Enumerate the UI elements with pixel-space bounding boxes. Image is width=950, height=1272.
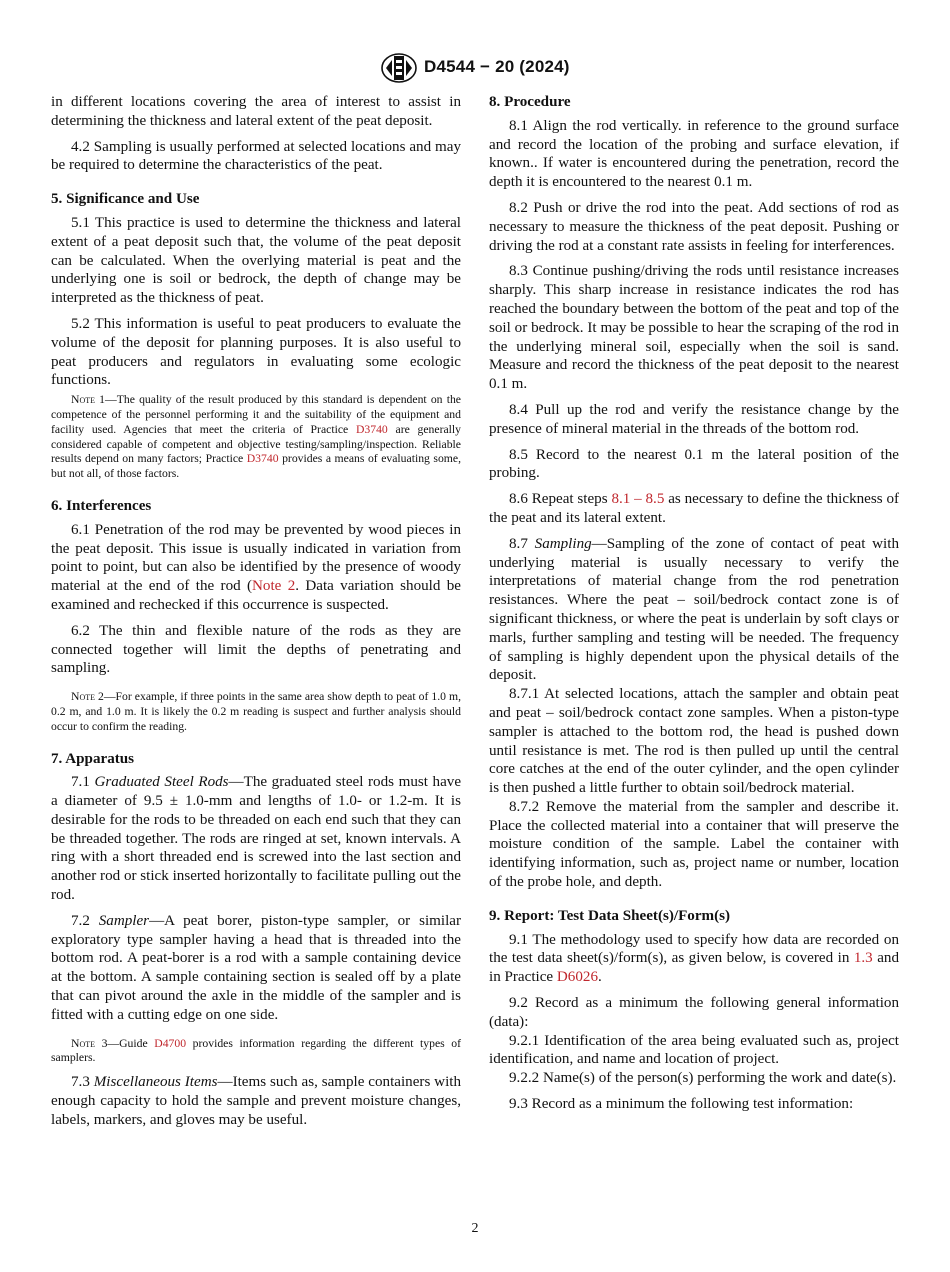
paragraph-5-2: 5.2 This information is useful to peat producers to evaluate the volume of the deposit for planning purposes. It is also useful to peat producers and regulators in evaluating some ecologic functions. — [51, 315, 461, 389]
paragraph-8-1: 8.1 Align the rod vertically. in reference to the ground surface and record the location of the probing and surface elevation, if known.. If water is encountered during the penetration, record the depth it is encountered to the nearest 0.1 m. — [489, 117, 899, 191]
paragraph-8-7: 8.7 Sampling—Sampling of the zone of contact of peat with underlying material is usually necessary to verify the interpretations of material change from the rod penetration resistances. Where the peat – soil/bedrock contact zone is of significant thickness, or where the peat is underlain by soft clays or marls, further sampling and testing will be needed. The frequency of sampling is highly dependent upon the physical details of the deposit. — [489, 535, 899, 684]
paragraph-7-1: 7.1 Graduated Steel Rods—The graduated steel rods must have a diameter of 9.5 ± 1.0-mm and lengths of 1.0- or 1.2-m. It is desirable for the rods to be threaded on each end such that they can be threaded together. The rods are ringed at set, known intervals. A ring with a short threaded end is screwed into the last section and another rod or stick inserted horizontally to facilitate pulling out the rod. — [51, 774, 462, 904]
right-column — [489, 93, 899, 1114]
reference-link-note-2[interactable]: Note 2 — [252, 578, 296, 595]
paragraph-9-2-2: 9.2.2 Name(s) of the person(s) performing the work and date(s). — [509, 1070, 897, 1087]
section-8-heading: 8. Procedure — [489, 94, 571, 110]
note-2: Note 2—For example, if three points in the same area show depth to peat of 1.0 m, 0.2 m, and 1.0 m. It is likely the 0.2 m reading is suspect and further analysis should occur to confirm the reading. — [51, 690, 461, 733]
paragraph-8-5: 8.5 Record to the nearest 0.1 m the lateral position of the probing. — [489, 446, 899, 482]
paragraph-8-2: 8.2 Push or drive the rod into the peat. Add sections of rod as necessary to measure the thickness of the peat deposit. Pushing or driving the rod at a constant rate assists in feeling for interferences. — [489, 199, 899, 254]
left-column — [51, 93, 461, 1130]
section-7-heading: 7. Apparatus — [51, 750, 135, 767]
note-3: Note 3—Guide D4700 provides information regarding the different types of samplers. — [51, 1036, 462, 1065]
reference-link-d6026[interactable]: D6026 — [556, 969, 598, 986]
paragraph-8-7-2: 8.7.2 Remove the material from the sampler and describe it. Place the collected material into a container that will preserve the moisture condition of the sample. Label the container with identifying information, such as, project name or number, location of the probe hole, and depth. — [489, 798, 899, 891]
paragraph-7-2: 7.2 Sampler—A peat borer, piston-type sampler, or similar exploratory type sampler having a head that is threaded into the bottom rod. A peat-borer is a rod with a sample containing device at the bottom. A sample containing section is sealed off by a plate that can pivot around the axle in the middle of the sampler and is fitted with a cutting edge on one side. — [51, 912, 462, 1023]
paragraph-6-2: 6.2 The thin and flexible nature of the rods as they are connected together will limit the depths of penetrating and sampling. — [51, 622, 461, 677]
paragraph-9-2: 9.2 Record as a minimum the following general information (data): — [489, 995, 899, 1030]
reference-link-d3740[interactable]: D3740 — [355, 422, 388, 436]
paragraph-6-1: 6.1 Penetration of the rod may be prevented by wood pieces in the peat deposit. This issue is usually indicated in variation from point to point, but can also be identified by the presence of woody material at the end of the rod (Note 2. Data variation should be examined and rechecked if this occurrence is suspected. — [51, 521, 461, 613]
reference-link-steps[interactable]: 8.1 – 8.5 — [611, 491, 665, 508]
note-label: Note 1 — [71, 393, 106, 407]
paragraph-continued: in different locations covering the area of interest to assist in determining the thickness and lateral extent of the peat deposit. — [51, 94, 461, 129]
paragraph-8-3: 8.3 Continue pushing/driving the rods until resistance increases sharply. This sharp increase in resistance indicates the rod has reached the boundary between the bottom of the peat and top of the soil or bedrock. It may be possible to hear the scraping of the rod in the underlying mineral soil, especially when the soil is sand. Measure and record the thickness of the peat deposit to the nearest 0.1 m. — [489, 263, 899, 393]
page-header — [0, 52, 950, 86]
section-5-heading: 5. Significance and Use — [51, 191, 200, 208]
section-6-heading: 6. Interferences — [51, 497, 152, 514]
paragraph-8-4: 8.4 Pull up the rod and verify the resistance change by the presence of mineral material in the threads of the bottom rod. — [489, 401, 899, 437]
reference-link-1-3[interactable]: 1.3 — [853, 950, 873, 967]
paragraph-7-3: 7.3 Miscellaneous Items—Items such as, sample containers with enough capacity to hold the sample and prevent moisture changes, labels, markers, and gloves may be useful. — [51, 1074, 462, 1128]
note-label: Note 3 — [71, 1036, 108, 1050]
reference-link-d3740[interactable]: D3740 — [246, 452, 279, 466]
paragraph-4-2: 4.2 Sampling is usually performed at selected locations and may be required to determine the characteristics of the peat. — [51, 138, 461, 174]
paragraph-8-6: 8.6 Repeat steps 8.1 – 8.5 as necessary to define the thickness of the peat and its lateral extent. — [489, 491, 900, 526]
paragraph-9-1: 9.1 The methodology used to specify how data are recorded on the test data sheet(s)/form(s), as given below, is covered in 1.3 and in Practice D6026. — [489, 931, 899, 986]
paragraph-9-2-1: 9.2.1 Identification of the area being evaluated such as, project identification, and name and location of project. — [489, 1032, 899, 1068]
astm-logo-icon — [380, 52, 418, 84]
paragraph-8-7-1: 8.7.1 At selected locations, attach the sampler and obtain peat and peat – soil/bedrock contact zone samples. When a piston-type sampler is attached to the bottom rod, the head is pushed down until resistance is met. The rod is then pulled up until the central core catches at the end of the outer cylinder, and the open cylinder is then pushed a little further to obtain soil/bedrock material. — [489, 686, 899, 797]
document-designation: D4544 − 20 (2024) — [424, 57, 570, 76]
page-number: 2 — [471, 1221, 479, 1236]
paragraph-5-1: 5.1 This practice is used to determine the thickness and lateral extent of a peat deposit such that, the volume of the peat deposit can be calculated. When the overlying material is peat and the underlying one is soil or bedrock, the depth of change may be interpreted as the thickness of peat. — [51, 214, 461, 307]
note-label: Note 2 — [71, 690, 104, 704]
reference-link-d4700[interactable]: D4700 — [154, 1036, 187, 1050]
section-9-heading: 9. Report: Test Data Sheet(s)/Form(s) — [489, 907, 731, 924]
note-1: Note 1—The quality of the result produced by this standard is dependent on the competence of the personnel performing it and the suitability of the equipment and facility used. Agencies that meet the criteria of Practice D3740 are generally considered capable of competent and objective testing/sampling/inspection. Reliable results depend on many factors; Practice D3740 provides a means of evaluating some, but not all, of those factors. — [51, 393, 461, 481]
paragraph-9-3: 9.3 Record as a minimum the following test information: — [509, 1096, 854, 1113]
